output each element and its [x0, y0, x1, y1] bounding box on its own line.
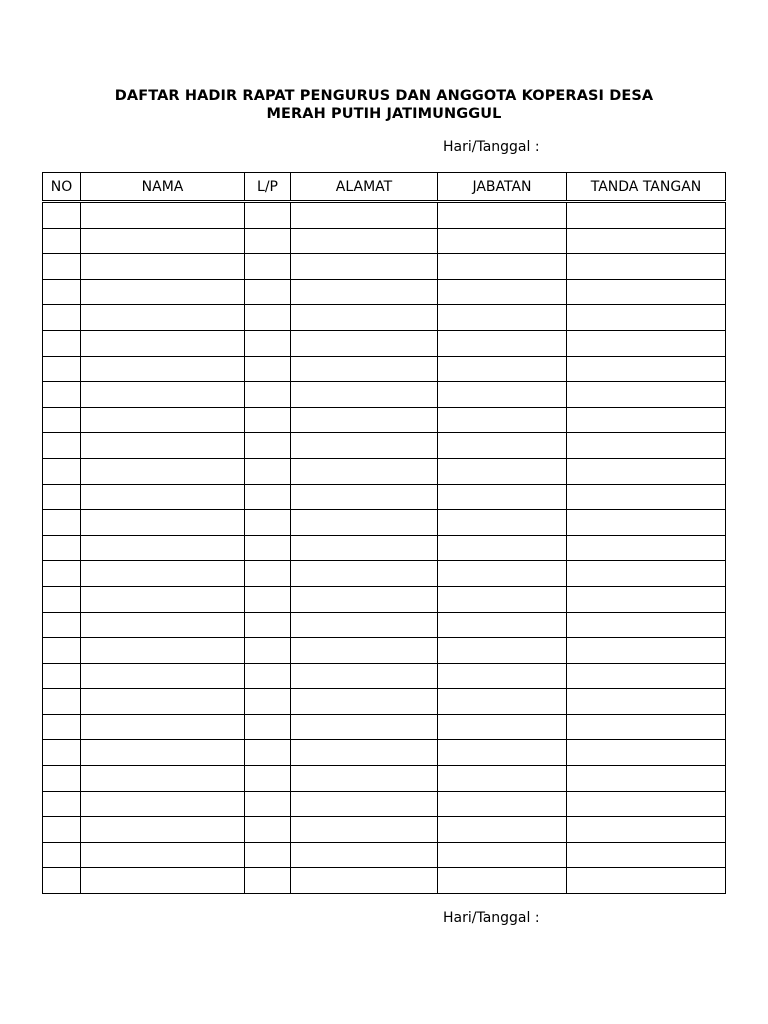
table-row: [43, 663, 726, 689]
table-cell: [438, 382, 567, 408]
table-row: [43, 510, 726, 536]
table-cell: [438, 638, 567, 664]
table-cell: [81, 535, 245, 561]
table-cell: [81, 382, 245, 408]
table-cell: [438, 689, 567, 715]
table-cell: [291, 433, 438, 459]
table-cell: [43, 510, 81, 536]
table-cell: [291, 586, 438, 612]
table-cell: [43, 535, 81, 561]
table-cell: [245, 586, 291, 612]
table-cell: [43, 458, 81, 484]
table-cell: [43, 330, 81, 356]
table-cell: [291, 305, 438, 331]
table-cell: [81, 766, 245, 792]
table-cell: [567, 433, 726, 459]
table-cell: [438, 663, 567, 689]
table-cell: [43, 817, 81, 843]
table-cell: [43, 612, 81, 638]
table-cell: [567, 586, 726, 612]
table-cell: [567, 842, 726, 868]
table-cell: [438, 458, 567, 484]
table-row: [43, 356, 726, 382]
table-row: [43, 330, 726, 356]
table-cell: [438, 714, 567, 740]
table-row: [43, 535, 726, 561]
table-cell: [81, 305, 245, 331]
table-cell: [291, 791, 438, 817]
table-cell: [567, 791, 726, 817]
table-cell: [43, 561, 81, 587]
table-cell: [81, 202, 245, 229]
table-cell: [43, 202, 81, 229]
table-cell: [43, 279, 81, 305]
table-cell: [81, 330, 245, 356]
table-cell: [291, 356, 438, 382]
table-cell: [43, 356, 81, 382]
table-cell: [81, 586, 245, 612]
table-row: [43, 305, 726, 331]
table-header-row: [43, 173, 726, 202]
table-cell: [43, 586, 81, 612]
attendance-table: [42, 172, 726, 894]
table-cell: [81, 484, 245, 510]
table-row: [43, 561, 726, 587]
table-cell: [245, 535, 291, 561]
table-cell: [438, 407, 567, 433]
table-cell: [245, 638, 291, 664]
table-cell: [291, 484, 438, 510]
table-cell: [43, 766, 81, 792]
table-cell: [567, 305, 726, 331]
table-cell: [567, 202, 726, 229]
table-cell: [291, 817, 438, 843]
table-row: [43, 433, 726, 459]
table-row: [43, 279, 726, 305]
header-jabatan: JABATAN: [438, 173, 567, 202]
table-body: [43, 202, 726, 894]
table-cell: [245, 714, 291, 740]
table-cell: [438, 766, 567, 792]
table-cell: [81, 407, 245, 433]
header-nama: NAMA: [81, 173, 245, 202]
table-cell: [43, 868, 81, 894]
table-cell: [567, 356, 726, 382]
table-cell: [567, 740, 726, 766]
date-label-top: Hari/Tanggal :: [443, 139, 540, 155]
table-cell: [245, 612, 291, 638]
table-cell: [245, 791, 291, 817]
table-cell: [291, 766, 438, 792]
table-cell: [245, 228, 291, 254]
table-cell: [291, 535, 438, 561]
table-cell: [438, 612, 567, 638]
table-cell: [81, 663, 245, 689]
table-row: [43, 868, 726, 894]
table-cell: [438, 510, 567, 536]
table-row: [43, 638, 726, 664]
table-cell: [438, 330, 567, 356]
table-cell: [245, 740, 291, 766]
table-row: [43, 228, 726, 254]
table-cell: [81, 868, 245, 894]
table-cell: [43, 228, 81, 254]
table-cell: [291, 740, 438, 766]
table-cell: [245, 689, 291, 715]
table-cell: [291, 279, 438, 305]
table-cell: [245, 817, 291, 843]
table-cell: [438, 228, 567, 254]
table-cell: [81, 561, 245, 587]
table-cell: [43, 663, 81, 689]
table-cell: [43, 382, 81, 408]
table-cell: [245, 356, 291, 382]
table-cell: [438, 254, 567, 280]
table-cell: [245, 458, 291, 484]
table-cell: [291, 689, 438, 715]
table-cell: [438, 586, 567, 612]
date-label-bottom: Hari/Tanggal :: [443, 910, 540, 926]
table-cell: [438, 433, 567, 459]
table-row: [43, 714, 726, 740]
title-line-2: MERAH PUTIH JATIMUNGGUL: [266, 106, 502, 122]
table-cell: [567, 279, 726, 305]
table-cell: [245, 868, 291, 894]
table-cell: [291, 612, 438, 638]
table-row: [43, 612, 726, 638]
table-cell: [43, 842, 81, 868]
header-lp: L/P: [245, 173, 291, 202]
table-cell: [291, 202, 438, 229]
table-cell: [43, 638, 81, 664]
table-cell: [438, 791, 567, 817]
table-cell: [291, 842, 438, 868]
table-row: [43, 458, 726, 484]
table-cell: [291, 458, 438, 484]
table-row: [43, 202, 726, 229]
table-cell: [291, 561, 438, 587]
table-row: [43, 382, 726, 408]
table-cell: [567, 689, 726, 715]
table-cell: [291, 663, 438, 689]
table-cell: [81, 638, 245, 664]
table-cell: [81, 791, 245, 817]
table-row: [43, 586, 726, 612]
table-cell: [245, 202, 291, 229]
table-cell: [567, 382, 726, 408]
table-row: [43, 842, 726, 868]
table-cell: [43, 484, 81, 510]
table-cell: [438, 305, 567, 331]
table-cell: [567, 868, 726, 894]
table-cell: [81, 458, 245, 484]
table-cell: [245, 433, 291, 459]
table-cell: [567, 228, 726, 254]
table-cell: [567, 714, 726, 740]
table-cell: [81, 689, 245, 715]
table-cell: [81, 714, 245, 740]
table-cell: [81, 510, 245, 536]
table-cell: [567, 254, 726, 280]
table-cell: [438, 842, 567, 868]
table-cell: [567, 510, 726, 536]
table-cell: [245, 254, 291, 280]
table-cell: [438, 279, 567, 305]
table-cell: [81, 254, 245, 280]
table-cell: [81, 842, 245, 868]
table-cell: [245, 561, 291, 587]
table-row: [43, 484, 726, 510]
table-cell: [43, 714, 81, 740]
table-cell: [43, 407, 81, 433]
title-line-1: DAFTAR HADIR RAPAT PENGURUS DAN ANGGOTA KOPERASI DESA: [114, 88, 654, 104]
table-cell: [291, 638, 438, 664]
table-cell: [438, 561, 567, 587]
table-cell: [291, 254, 438, 280]
table-row: [43, 740, 726, 766]
table-cell: [245, 842, 291, 868]
table-cell: [567, 561, 726, 587]
table-cell: [245, 484, 291, 510]
table-cell: [245, 382, 291, 408]
table-cell: [438, 817, 567, 843]
table-cell: [245, 330, 291, 356]
table-cell: [43, 791, 81, 817]
table-cell: [567, 817, 726, 843]
table-cell: [291, 868, 438, 894]
table-cell: [81, 817, 245, 843]
table-cell: [81, 612, 245, 638]
table-row: [43, 407, 726, 433]
table-row: [43, 689, 726, 715]
table-cell: [567, 484, 726, 510]
table-cell: [43, 254, 81, 280]
table-cell: [43, 305, 81, 331]
table-cell: [438, 535, 567, 561]
table-cell: [81, 279, 245, 305]
table-cell: [567, 458, 726, 484]
table-cell: [567, 766, 726, 792]
table-cell: [291, 228, 438, 254]
table-cell: [81, 433, 245, 459]
table-cell: [43, 689, 81, 715]
table-cell: [291, 714, 438, 740]
table-cell: [245, 766, 291, 792]
table-cell: [291, 382, 438, 408]
table-cell: [567, 663, 726, 689]
table-cell: [438, 868, 567, 894]
document-title: [0, 87, 768, 123]
table-cell: [438, 356, 567, 382]
header-tanda-tangan: TANDA TANGAN: [567, 173, 726, 202]
table-row: [43, 254, 726, 280]
table-cell: [43, 740, 81, 766]
header-no: NO: [43, 173, 81, 202]
table-cell: [245, 279, 291, 305]
table-cell: [245, 663, 291, 689]
table-cell: [245, 305, 291, 331]
table-cell: [81, 740, 245, 766]
table-row: [43, 817, 726, 843]
table-row: [43, 791, 726, 817]
table-cell: [567, 330, 726, 356]
table-cell: [81, 356, 245, 382]
table-cell: [81, 228, 245, 254]
table-row: [43, 766, 726, 792]
table-cell: [291, 510, 438, 536]
table-cell: [567, 638, 726, 664]
table-cell: [567, 407, 726, 433]
table-cell: [291, 407, 438, 433]
table-cell: [291, 330, 438, 356]
table-cell: [567, 612, 726, 638]
table-cell: [43, 433, 81, 459]
table-cell: [245, 407, 291, 433]
header-alamat: ALAMAT: [291, 173, 438, 202]
table-cell: [438, 484, 567, 510]
table-cell: [438, 740, 567, 766]
table-cell: [567, 535, 726, 561]
table-cell: [438, 202, 567, 229]
table-cell: [245, 510, 291, 536]
